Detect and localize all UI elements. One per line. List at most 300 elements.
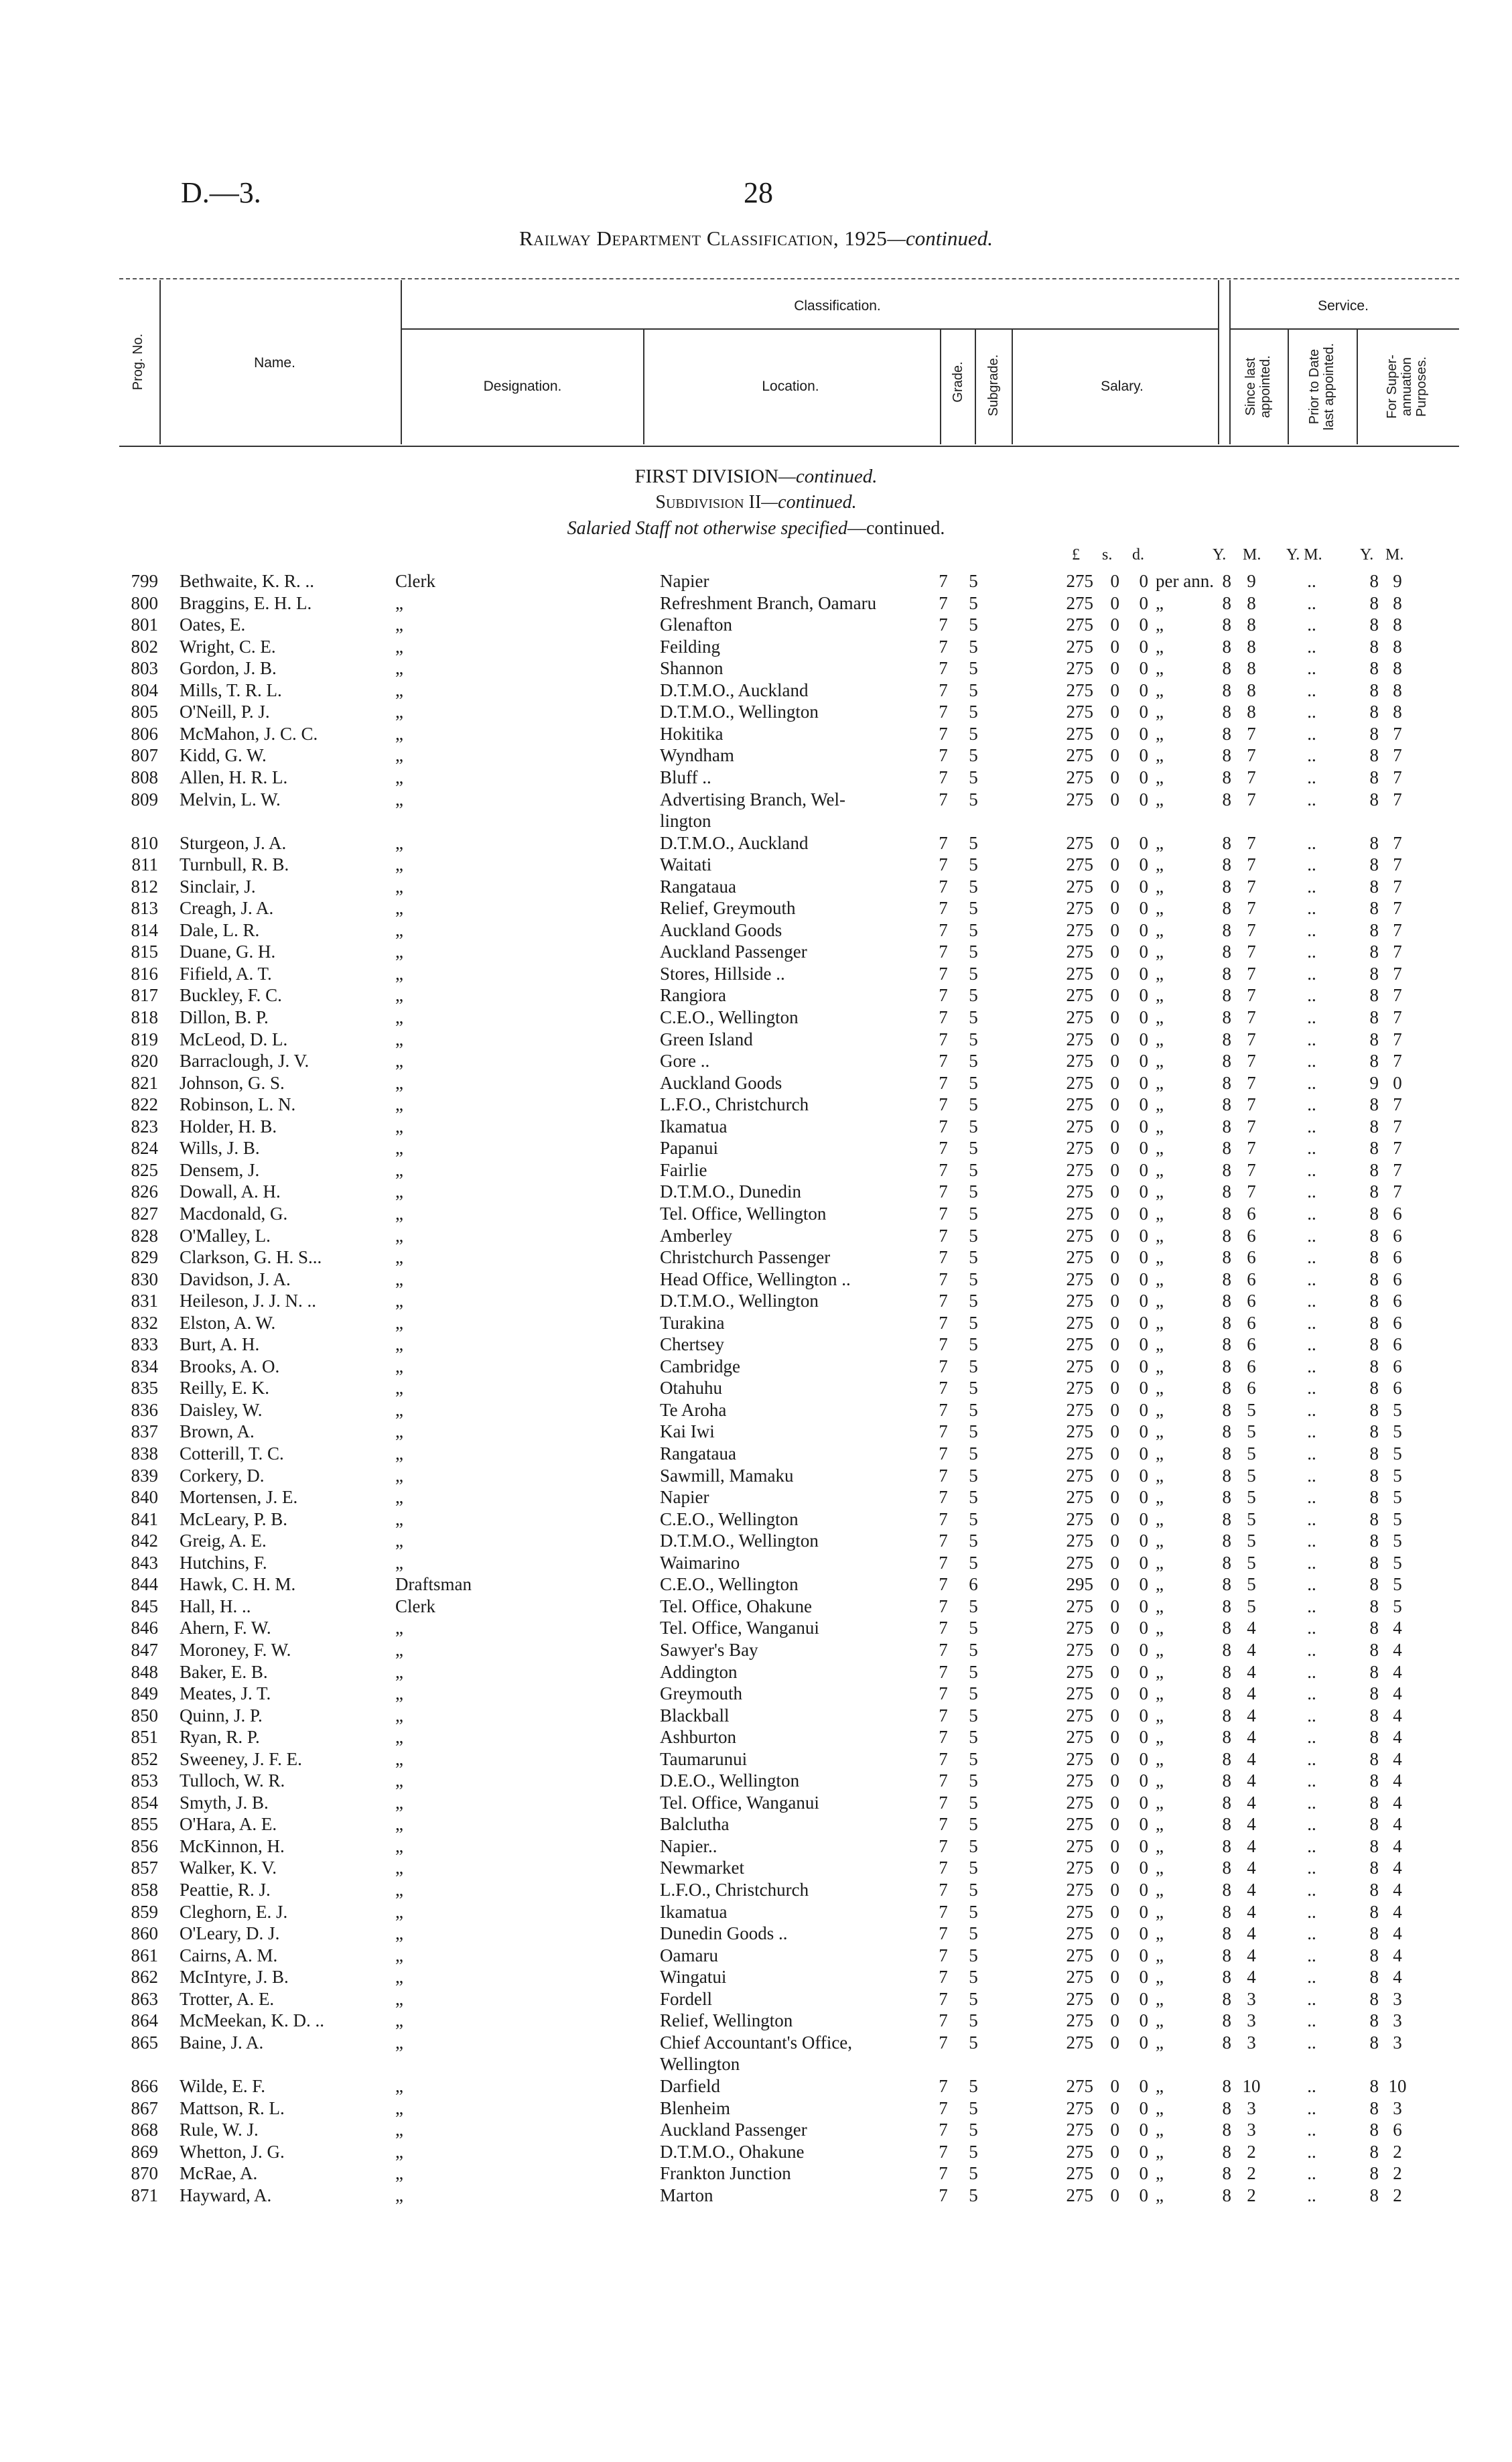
header-location: Location.: [762, 379, 819, 394]
designation-cell: „: [395, 1945, 403, 1965]
prior-service-cell: ..: [1307, 1269, 1316, 1289]
super-months-cell: 7: [1393, 1007, 1402, 1027]
grade-cell: 7: [939, 942, 948, 962]
super-months-cell: 7: [1393, 854, 1402, 875]
subgrade-cell: 5: [969, 985, 978, 1006]
subgrade-cell: 5: [969, 1487, 978, 1508]
location-cell: Sawmill, Mamaku: [660, 1465, 794, 1486]
grade-cell: 7: [939, 1334, 948, 1355]
salary-period-cell: „: [1156, 702, 1164, 722]
name-cell: Dowall, A. H.: [180, 1181, 281, 1202]
location-cell: Hokitika: [660, 723, 724, 744]
subgrade-cell: 5: [969, 1247, 978, 1268]
super-years-cell: 8: [1369, 745, 1379, 766]
salary-pence-cell: 0: [1139, 854, 1148, 875]
salary-pence-cell: 0: [1139, 2185, 1148, 2205]
table-row: [0, 1486, 1512, 1508]
salary-pounds-cell: 275: [1066, 1312, 1093, 1333]
designation-cell: „: [395, 2010, 403, 2031]
location-cell: Kai Iwi: [660, 1421, 715, 1442]
since-years-cell: 8: [1222, 614, 1231, 635]
prior-service-cell: ..: [1307, 1618, 1316, 1638]
table-row: [0, 1856, 1512, 1879]
salary-period-cell: „: [1156, 1029, 1164, 1049]
prog-no-cell: 799: [131, 571, 158, 591]
since-years-cell: 8: [1222, 636, 1231, 657]
prog-no-cell: 834: [131, 1356, 158, 1376]
name-cell: Burt, A. H.: [180, 1334, 260, 1355]
location-cell: L.F.O., Christchurch: [660, 1094, 809, 1115]
designation-cell: „: [395, 1661, 403, 1682]
since-months-cell: 9: [1247, 571, 1256, 591]
table-row: [0, 2162, 1512, 2185]
grade-cell: 7: [939, 2163, 948, 2184]
designation-cell: „: [395, 614, 403, 635]
salary-pounds-cell: 275: [1066, 898, 1093, 919]
table-row: [0, 1900, 1512, 1923]
location-cell: Fairlie: [660, 1159, 707, 1180]
salary-pounds-cell: 275: [1066, 2010, 1093, 2031]
subgrade-cell: 5: [969, 1618, 978, 1638]
designation-cell: „: [395, 2185, 403, 2205]
name-cell: Baker, E. B.: [180, 1661, 268, 1682]
salary-shillings-cell: 0: [1110, 1465, 1119, 1486]
designation-cell: „: [395, 1094, 403, 1115]
salary-pence-cell: 0: [1139, 1923, 1148, 1944]
prog-no-cell: 802: [131, 636, 158, 657]
salary-shillings-cell: 0: [1110, 1552, 1119, 1573]
salary-shillings-cell: 0: [1110, 1858, 1119, 1878]
super-years-cell: 8: [1369, 1792, 1379, 1813]
designation-cell: „: [395, 789, 403, 809]
since-months-cell: 6: [1247, 1225, 1256, 1246]
subgrade-cell: 5: [969, 1138, 978, 1159]
salary-pence-cell: 0: [1139, 1727, 1148, 1748]
super-months-cell: 5: [1393, 1508, 1402, 1529]
salary-period-cell: „: [1156, 2141, 1164, 2162]
salary-shillings-cell: 0: [1110, 1748, 1119, 1769]
salary-pence-cell: 0: [1139, 1596, 1148, 1616]
table-row: [0, 1638, 1512, 1661]
prog-no-cell: 868: [131, 2120, 158, 2140]
salary-pence-cell: 0: [1139, 942, 1148, 962]
subgrade-cell: 5: [969, 1378, 978, 1399]
table-row: [0, 2140, 1512, 2163]
prog-no-cell: 812: [131, 876, 158, 897]
salary-pence-cell: 0: [1139, 1835, 1148, 1856]
salary-pence-cell: 0: [1139, 702, 1148, 722]
salary-pence-cell: 0: [1139, 2010, 1148, 2031]
salary-period-cell: „: [1156, 1901, 1164, 1922]
prog-no-cell: 807: [131, 745, 158, 766]
super-months-cell: 6: [1393, 1225, 1402, 1246]
super-years-cell: 8: [1369, 658, 1379, 679]
prog-no-cell: 819: [131, 1029, 158, 1049]
subgrade-cell: 5: [969, 1531, 978, 1551]
salary-period-cell: „: [1156, 1596, 1164, 1616]
subgrade-cell: 5: [969, 679, 978, 700]
location-cell: D.T.M.O., Wellington: [660, 1291, 819, 1311]
name-cell: Wills, J. B.: [180, 1138, 260, 1159]
name-cell: Cairns, A. M.: [180, 1945, 278, 1965]
name-cell: Heileson, J. J. N. ..: [180, 1291, 316, 1311]
prog-no-cell: 867: [131, 2097, 158, 2118]
salary-pounds-cell: 275: [1066, 1596, 1093, 1616]
salary-pounds-cell: 275: [1066, 1508, 1093, 1529]
since-months-cell: 4: [1247, 1835, 1256, 1856]
super-years-cell: 8: [1369, 2097, 1379, 2118]
since-months-cell: 2: [1247, 2185, 1256, 2205]
subgrade-cell: 5: [969, 2163, 978, 2184]
salary-pounds-cell: 275: [1066, 1770, 1093, 1791]
salary-pence-cell: 0: [1139, 1072, 1148, 1093]
salary-pence-cell: 0: [1139, 723, 1148, 744]
salary-pounds-cell: 275: [1066, 2163, 1093, 2184]
salary-shillings-cell: 0: [1110, 1967, 1119, 1988]
salary-shillings-cell: 0: [1110, 1203, 1119, 1224]
super-years-cell: 8: [1369, 1159, 1379, 1180]
salary-period-cell: „: [1156, 1312, 1164, 1333]
designation-cell: „: [395, 723, 403, 744]
super-months-cell: 4: [1393, 1945, 1402, 1965]
location-cell: Stores, Hillside ..: [660, 963, 785, 984]
prior-service-cell: ..: [1307, 1094, 1316, 1115]
subgrade-cell: 6: [969, 1574, 978, 1595]
designation-cell: „: [395, 942, 403, 962]
name-cell: McKinnon, H.: [180, 1835, 285, 1856]
since-years-cell: 8: [1222, 1007, 1231, 1027]
designation-cell: „: [395, 1029, 403, 1049]
salary-shillings-cell: 0: [1110, 1356, 1119, 1376]
grade-cell: 7: [939, 1029, 948, 1049]
grade-cell: 7: [939, 1356, 948, 1376]
designation-cell: „: [395, 985, 403, 1006]
super-years-cell: 8: [1369, 1618, 1379, 1638]
super-months-cell: 3: [1393, 2097, 1402, 2118]
designation-cell: „: [395, 1748, 403, 1769]
name-cell: Meates, J. T.: [180, 1683, 271, 1704]
location-cell: Newmarket: [660, 1858, 744, 1878]
salary-shillings-cell: 0: [1110, 2032, 1119, 2053]
table-row: [0, 1376, 1512, 1399]
super-months-cell: 7: [1393, 1116, 1402, 1137]
location-cell: Ashburton: [660, 1727, 736, 1748]
prog-no-cell: 830: [131, 1269, 158, 1289]
super-months-cell: 9: [1393, 571, 1402, 591]
prior-service-cell: ..: [1307, 2120, 1316, 2140]
salary-shillings-cell: 0: [1110, 985, 1119, 1006]
since-months-cell: 8: [1247, 658, 1256, 679]
salary-period-cell: „: [1156, 1443, 1164, 1464]
location-cell: C.E.O., Wellington: [660, 1508, 799, 1529]
salary-shillings-cell: 0: [1110, 1312, 1119, 1333]
salary-shillings-cell: 0: [1110, 1247, 1119, 1268]
prior-service-cell: ..: [1307, 1029, 1316, 1049]
table-row: [0, 2031, 1512, 2075]
prior-service-cell: ..: [1307, 702, 1316, 722]
grade-cell: 7: [939, 1291, 948, 1311]
prior-service-cell: ..: [1307, 1683, 1316, 1704]
since-years-cell: 8: [1222, 1072, 1231, 1093]
name-cell: Mortensen, J. E.: [180, 1487, 298, 1508]
name-cell: Hawk, C. H. M.: [180, 1574, 296, 1595]
salary-pence-cell: 0: [1139, 1814, 1148, 1835]
super-years-cell: 8: [1369, 854, 1379, 875]
table-row: [0, 1311, 1512, 1334]
prog-no-cell: 845: [131, 1596, 158, 1616]
location-cell: Oamaru: [660, 1945, 718, 1965]
salary-shillings-cell: 0: [1110, 745, 1119, 766]
super-years-cell: 8: [1369, 2010, 1379, 2031]
prior-service-cell: ..: [1307, 1945, 1316, 1965]
subgrade-cell: 5: [969, 1858, 978, 1878]
name-cell: O'Hara, A. E.: [180, 1814, 277, 1835]
since-months-cell: 7: [1247, 876, 1256, 897]
name-cell: Wright, C. E.: [180, 636, 276, 657]
subgrade-cell: 5: [969, 832, 978, 853]
grade-cell: 7: [939, 2141, 948, 2162]
table-row: [0, 1224, 1512, 1247]
subgrade-cell: 5: [969, 1269, 978, 1289]
subgrade-cell: 5: [969, 1596, 978, 1616]
grade-cell: 7: [939, 614, 948, 635]
designation-cell: „: [395, 1072, 403, 1093]
salary-pence-cell: 0: [1139, 898, 1148, 919]
prior-service-cell: ..: [1307, 2032, 1316, 2053]
location-cell: Rangataua: [660, 876, 736, 897]
salary-period-cell: „: [1156, 1181, 1164, 1202]
salary-pence-cell: 0: [1139, 985, 1148, 1006]
prior-service-cell: ..: [1307, 2185, 1316, 2205]
salary-pounds-cell: 275: [1066, 1029, 1093, 1049]
salary-period-cell: „: [1156, 1748, 1164, 1769]
since-years-cell: 8: [1222, 679, 1231, 700]
subgrade-cell: 5: [969, 2075, 978, 2096]
name-cell: McIntyre, J. B.: [180, 1967, 289, 1988]
salary-period-cell: „: [1156, 2120, 1164, 2140]
name-cell: Dale, L. R.: [180, 919, 260, 940]
table-row: [0, 1616, 1512, 1639]
salary-shillings-cell: 0: [1110, 1094, 1119, 1115]
prog-no-cell: 842: [131, 1531, 158, 1551]
subgrade-cell: 5: [969, 1705, 978, 1726]
subgrade-cell: 5: [969, 1051, 978, 1072]
salary-shillings-cell: 0: [1110, 1334, 1119, 1355]
table-row: [0, 1813, 1512, 1835]
salary-pounds-cell: 275: [1066, 1988, 1093, 2009]
prior-service-cell: ..: [1307, 723, 1316, 744]
salary-pounds-cell: 275: [1066, 1247, 1093, 1268]
salary-period-cell: „: [1156, 1378, 1164, 1399]
prog-no-cell: 854: [131, 1792, 158, 1813]
since-months-cell: 4: [1247, 1901, 1256, 1922]
designation-cell: „: [395, 2075, 403, 2096]
designation-cell: „: [395, 1508, 403, 1529]
prog-no-cell: 809: [131, 789, 158, 809]
salary-pence-cell: 0: [1139, 1661, 1148, 1682]
subgrade-cell: 5: [969, 1181, 978, 1202]
salary-shillings-cell: 0: [1110, 1291, 1119, 1311]
location-cell: D.T.M.O., Ohakune: [660, 2141, 805, 2162]
salary-period-cell: „: [1156, 1051, 1164, 1072]
grade-cell: 7: [939, 767, 948, 787]
since-months-cell: 6: [1247, 1291, 1256, 1311]
table-row: [0, 1595, 1512, 1618]
salary-period-cell: „: [1156, 1334, 1164, 1355]
since-years-cell: 8: [1222, 1487, 1231, 1508]
location-cell: Ikamatua: [660, 1116, 728, 1137]
salary-shillings-cell: 0: [1110, 636, 1119, 657]
location-cell: Relief, Greymouth: [660, 898, 796, 919]
grade-cell: 7: [939, 1378, 948, 1399]
table-row: [0, 766, 1512, 789]
super-months-cell: 5: [1393, 1531, 1402, 1551]
since-months-cell: 4: [1247, 1748, 1256, 1769]
since-years-cell: 8: [1222, 1988, 1231, 2009]
table-row: [0, 1420, 1512, 1443]
name-cell: Robinson, L. N.: [180, 1094, 296, 1115]
subgrade-cell: 5: [969, 942, 978, 962]
since-months-cell: 4: [1247, 1727, 1256, 1748]
since-years-cell: 8: [1222, 2141, 1231, 2162]
prior-service-cell: ..: [1307, 963, 1316, 984]
grade-cell: 7: [939, 745, 948, 766]
table-row: [0, 897, 1512, 919]
location-cell: Fordell: [660, 1988, 712, 2009]
salary-pence-cell: 0: [1139, 1967, 1148, 1988]
location-cell: D.T.M.O., Auckland: [660, 679, 809, 700]
salary-period-cell: „: [1156, 1203, 1164, 1224]
since-years-cell: 8: [1222, 2097, 1231, 2118]
salary-period-cell: „: [1156, 1247, 1164, 1268]
name-cell: O'Leary, D. J.: [180, 1923, 280, 1944]
grade-cell: 7: [939, 571, 948, 591]
super-years-cell: 8: [1369, 1508, 1379, 1529]
super-years-cell: 8: [1369, 942, 1379, 962]
salary-pounds-cell: 275: [1066, 942, 1093, 962]
since-months-cell: 7: [1247, 1094, 1256, 1115]
subgrade-cell: 5: [969, 1159, 978, 1180]
super-months-cell: 4: [1393, 1835, 1402, 1856]
header-grade: Grade.: [951, 361, 965, 403]
designation-cell: „: [395, 1465, 403, 1486]
super-months-cell: 7: [1393, 1029, 1402, 1049]
super-months-cell: 4: [1393, 1901, 1402, 1922]
salary-pounds-cell: 275: [1066, 636, 1093, 657]
prog-no-cell: 853: [131, 1770, 158, 1791]
name-cell: Barraclough, J. V.: [180, 1051, 310, 1072]
subgrade-cell: 5: [969, 767, 978, 787]
salary-pence-cell: 0: [1139, 1247, 1148, 1268]
super-years-cell: 8: [1369, 789, 1379, 809]
prior-service-cell: ..: [1307, 1072, 1316, 1093]
since-years-cell: 8: [1222, 1792, 1231, 1813]
super-years-cell: 8: [1369, 1443, 1379, 1464]
table-row: [0, 1573, 1512, 1596]
designation-cell: „: [395, 1770, 403, 1791]
since-months-cell: 6: [1247, 1247, 1256, 1268]
since-months-cell: 4: [1247, 1705, 1256, 1726]
salary-pounds-cell: 295: [1066, 1574, 1093, 1595]
subgrade-cell: 5: [969, 1552, 978, 1573]
salary-pounds-cell: 275: [1066, 1705, 1093, 1726]
salary-shillings-cell: 0: [1110, 963, 1119, 984]
super-months-cell: 4: [1393, 1923, 1402, 1944]
super-years-cell: 8: [1369, 2141, 1379, 2162]
prior-service-cell: ..: [1307, 1334, 1316, 1355]
since-years-cell: 8: [1222, 1508, 1231, 1529]
name-cell: Duane, G. H.: [180, 942, 276, 962]
salary-period-cell: „: [1156, 1988, 1164, 2009]
since-years-cell: 8: [1222, 592, 1231, 613]
salary-pounds-cell: 275: [1066, 1552, 1093, 1573]
prog-no-cell: 862: [131, 1967, 158, 1988]
location-cell: Addington: [660, 1661, 738, 1682]
super-years-cell: 8: [1369, 1770, 1379, 1791]
salary-pence-cell: 0: [1139, 1269, 1148, 1289]
staff-category-name: Salaried Staff not otherwise specified: [567, 518, 847, 539]
name-cell: Peattie, R. J.: [180, 1880, 271, 1900]
prog-no-cell: 800: [131, 592, 158, 613]
name-cell: Quinn, J. P.: [180, 1705, 263, 1726]
since-months-cell: 7: [1247, 942, 1256, 962]
name-cell: Fifield, A. T.: [180, 963, 272, 984]
header-prog-no: Prog. No.: [131, 333, 145, 391]
header-service: Service.: [1318, 298, 1369, 314]
prior-service-cell: ..: [1307, 2075, 1316, 2096]
salary-period-cell: „: [1156, 1639, 1164, 1660]
subgrade-cell: 5: [969, 1792, 978, 1813]
since-years-cell: 8: [1222, 1835, 1231, 1856]
since-months-cell: 5: [1247, 1443, 1256, 1464]
super-years-cell: 8: [1369, 1269, 1379, 1289]
super-years-cell: 8: [1369, 679, 1379, 700]
salary-pounds-cell: 275: [1066, 1727, 1093, 1748]
super-years-cell: 8: [1369, 1334, 1379, 1355]
name-cell: Walker, K. V.: [180, 1858, 277, 1878]
prog-no-cell: 852: [131, 1748, 158, 1769]
super-months-cell: 7: [1393, 985, 1402, 1006]
subgrade-cell: 5: [969, 1116, 978, 1137]
since-months-cell: 8: [1247, 679, 1256, 700]
subgrade-cell: 5: [969, 919, 978, 940]
salary-pence-cell: 0: [1139, 2032, 1148, 2053]
salary-shillings-cell: 0: [1110, 2097, 1119, 2118]
since-months-cell: 5: [1247, 1487, 1256, 1508]
super-years-cell: 8: [1369, 963, 1379, 984]
prog-no-cell: 860: [131, 1923, 158, 1944]
super-months-cell: 5: [1393, 1465, 1402, 1486]
salary-shillings-cell: 0: [1110, 1116, 1119, 1137]
table-row: [0, 700, 1512, 723]
prior-service-cell: ..: [1307, 592, 1316, 613]
super-years-cell: 8: [1369, 592, 1379, 613]
prior-service-cell: ..: [1307, 1748, 1316, 1769]
subgrade-cell: 5: [969, 1029, 978, 1049]
designation-cell: „: [395, 658, 403, 679]
super-months-cell: 4: [1393, 1858, 1402, 1878]
since-months-cell: 2: [1247, 2141, 1256, 2162]
designation-cell: Clerk: [395, 571, 435, 591]
salary-shillings-cell: 0: [1110, 1007, 1119, 1027]
salary-pence-cell: 0: [1139, 1181, 1148, 1202]
salary-shillings-cell: 0: [1110, 592, 1119, 613]
grade-cell: 7: [939, 1181, 948, 1202]
prog-no-cell: 864: [131, 2010, 158, 2031]
prog-no-cell: 811: [131, 854, 158, 875]
super-years-cell: 8: [1369, 1203, 1379, 1224]
subgrade-cell: 5: [969, 1661, 978, 1682]
